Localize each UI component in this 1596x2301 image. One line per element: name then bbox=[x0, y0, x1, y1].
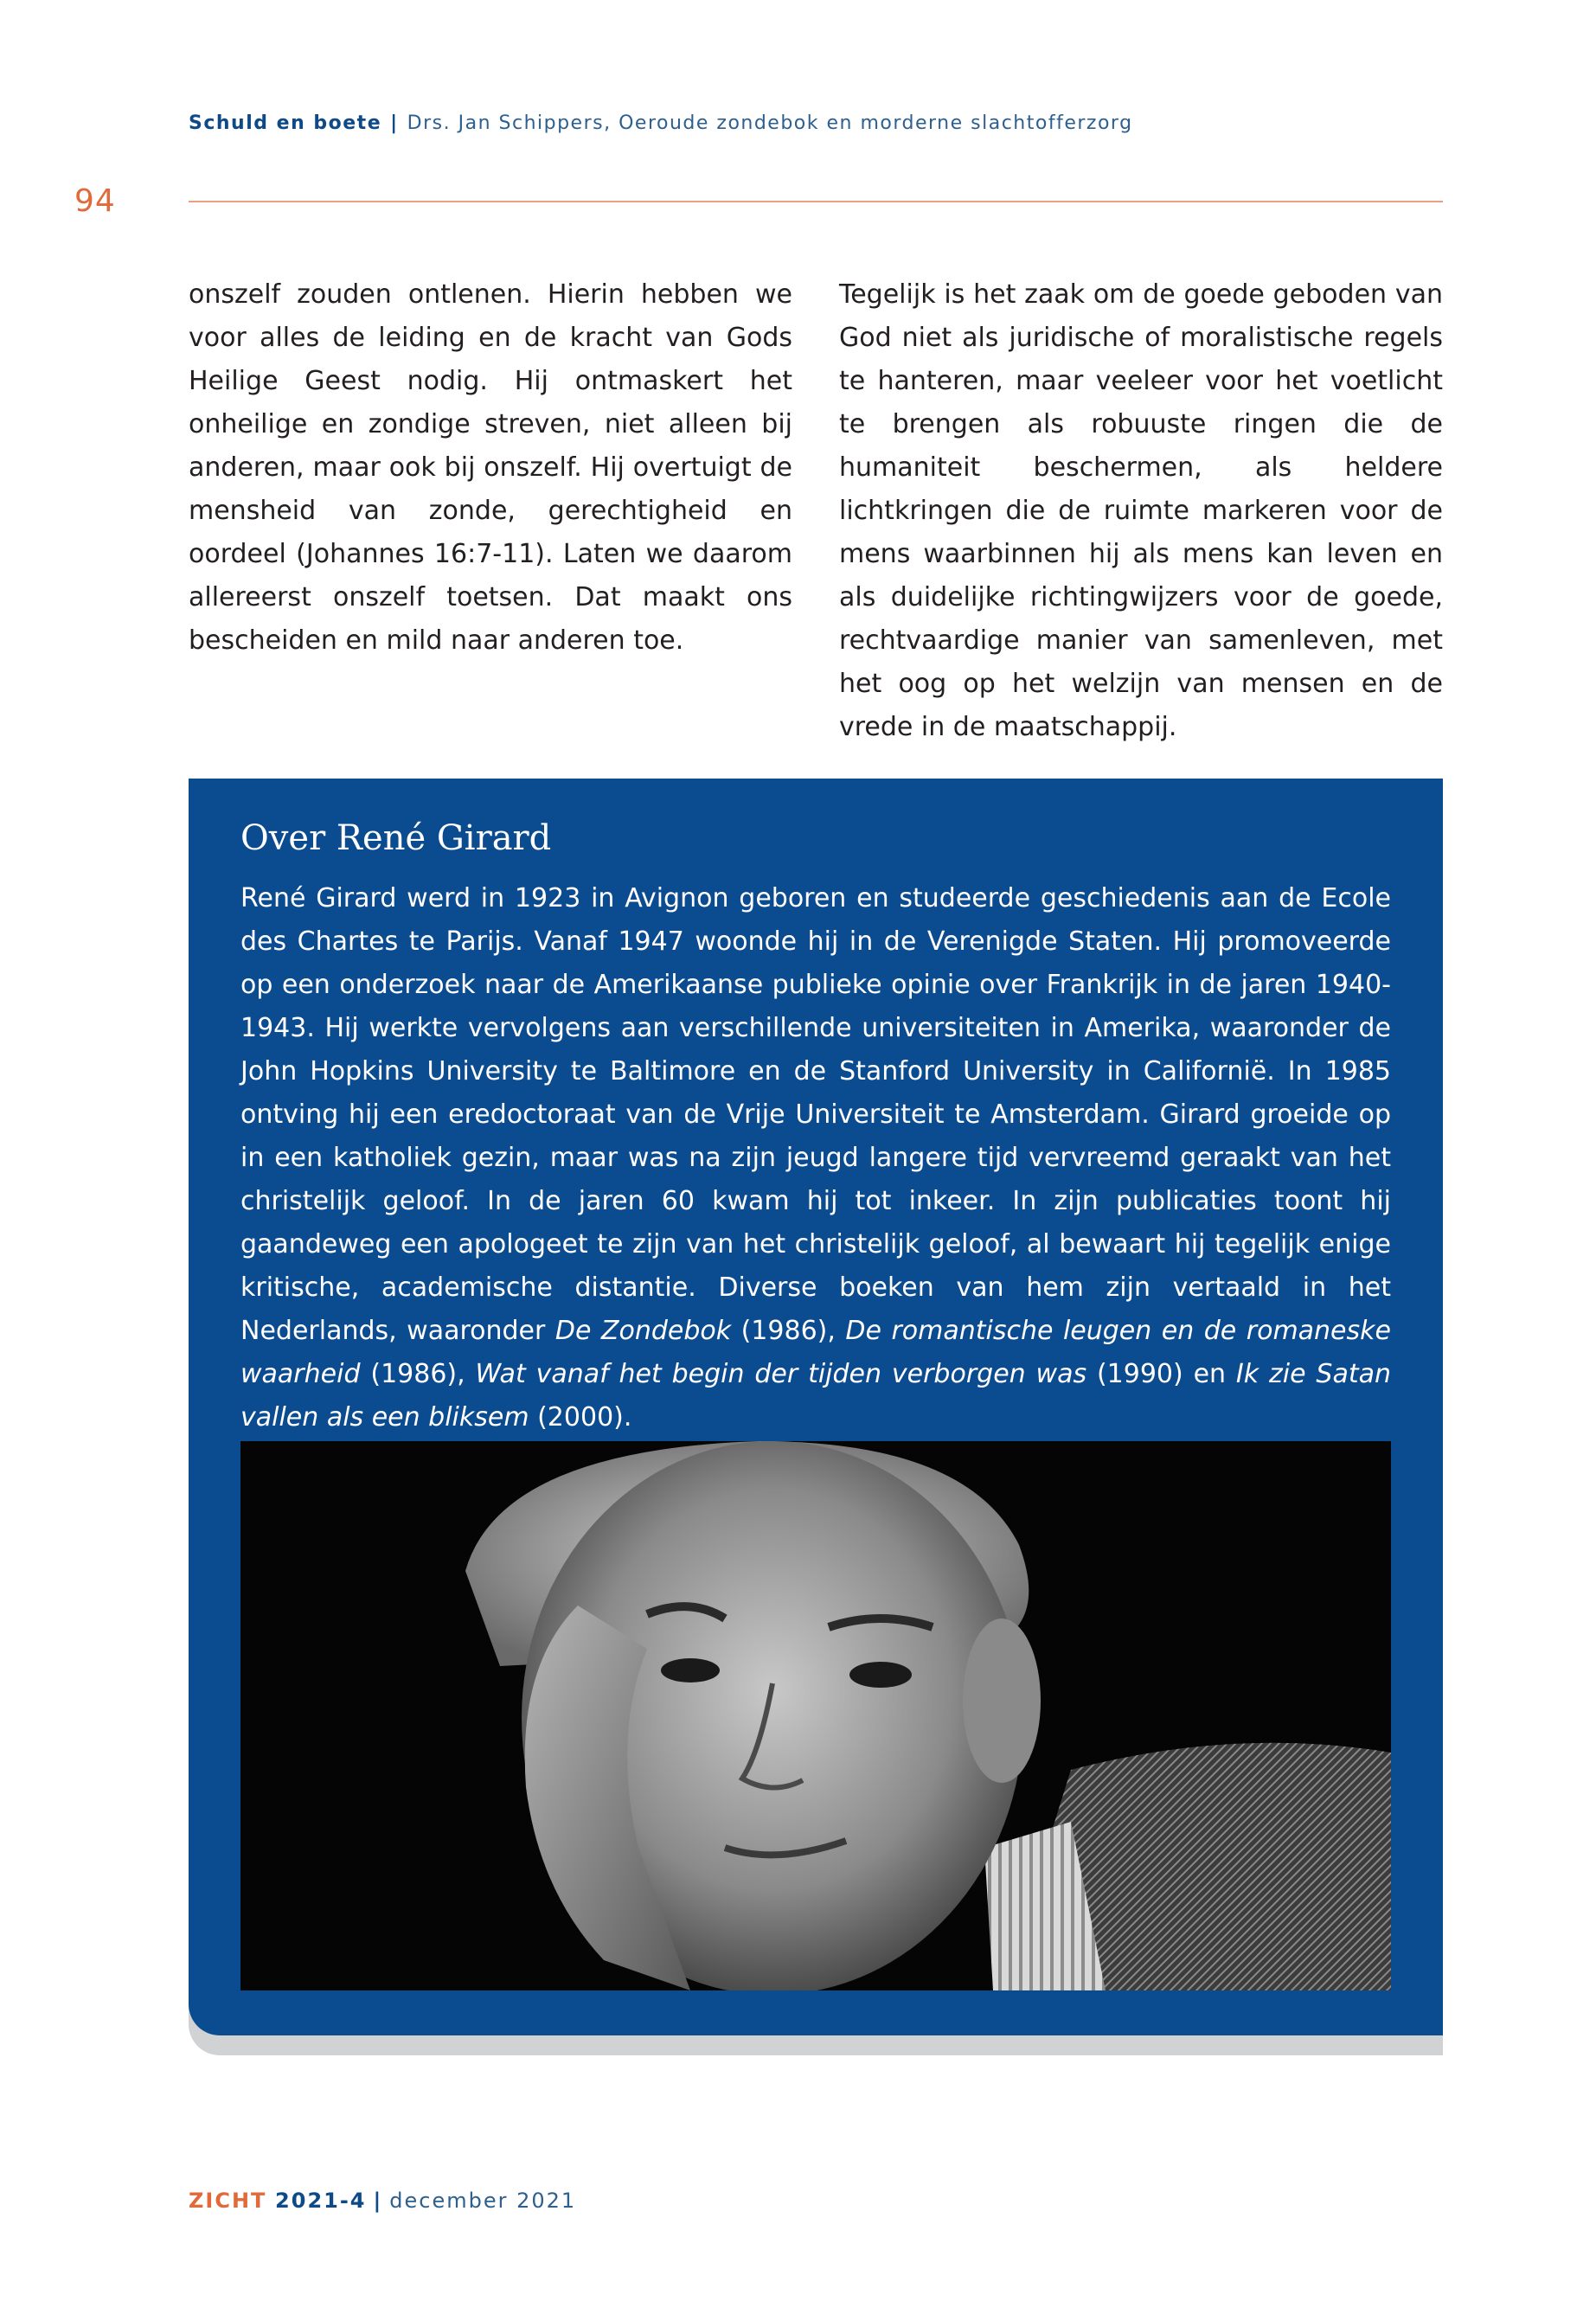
book-year: (2000). bbox=[529, 1402, 632, 1433]
body-column-left: onszelf zouden ontlenen. Hierin hebben we voor alles de leiding en de kracht van Gods Heilige Geest nodig. Hij ontmaskert het onheilige en zondige streven, niet alleen bij anderen, maar ook bij onszelf. Hij overtuigt de mensheid van zonde, gerechtigheid en oordeel (Johannes 16:7-11). Laten we daarom allereerst onszelf toetsen. Dat maakt ons bescheiden en mild naar anderen toe. bbox=[189, 279, 792, 656]
section-title: Schuld en boete bbox=[189, 112, 382, 134]
header-separator: | bbox=[390, 112, 399, 134]
infobox-text bbox=[240, 877, 1391, 1439]
book-title: De romantische leugen en de romaneske waarheid bbox=[240, 1316, 1391, 1389]
footer bbox=[189, 2189, 576, 2213]
infobox-title: Over René Girard bbox=[240, 818, 552, 858]
book-title: Ik zie Satan vallen als een bliksem bbox=[240, 1359, 1391, 1433]
magazine-brand: ZICHT bbox=[189, 2189, 267, 2213]
header-rule bbox=[189, 201, 1443, 202]
book-title: Wat vanaf het begin der tijden verborgen was bbox=[475, 1359, 1087, 1389]
footer-separator: | bbox=[373, 2189, 383, 2213]
issue-date: december 2021 bbox=[389, 2189, 577, 2213]
article-title: Drs. Jan Schippers, Oeroude zondebok en morderne slachtofferzorg bbox=[407, 112, 1133, 134]
body-column-right: Tegelijk is het zaak om de goede geboden van God niet als juridische of moralistische regels te hanteren, maar veeleer voor het voetlicht te brengen als robuuste ringen die de humaniteit beschermen, als heldere lichtkringen die de ruimte markeren voor de mens waarbinnen hij als mens kan leven en als duidelijke richtingwijzers voor de goede, rechtvaardige manier van samenleven, met het oog op het welzijn van mensen en de vrede in de maatschappij. bbox=[839, 279, 1443, 742]
book-year: (1986), bbox=[360, 1359, 476, 1389]
magazine-issue: 2021-4 bbox=[275, 2189, 367, 2213]
book-year: (1986), bbox=[731, 1316, 846, 1346]
book-year: (1990) en bbox=[1086, 1359, 1236, 1389]
infobox bbox=[189, 779, 1443, 2035]
infobox-text-main: René Girard werd in 1923 in Avignon geboren en studeerde geschiedenis aan de Ecole des Chartes te Parijs. Vanaf 1947 woonde hij in de Verenigde Staten. Hij promoveerde op een onderzoek naar de Amerikaanse publieke opinie over Frankrijk in de jaren 1940-1943. Hij werkte vervolgens aan verschillende universiteiten in Amerika, waaronder de John Hopkins University te Baltimore en de Stanford University in Californië. In 1985 ontving hij een eredoctoraat van de Vrije Universiteit te Amsterdam. Girard groeide op in een katholiek gezin, maar was na zijn jeugd langere tijd vervreemd geraakt van het christelijk geloof. In de jaren 60 kwam hij tot inkeer. In zijn publicaties toont hij gaandeweg een apologeet te zijn van het christelijk geloof, al bewaart hij tegelijk enige kritische, academische distantie. Diverse boeken van hem zijn vertaald in het Nederlands, waaronder bbox=[240, 883, 1391, 1346]
portrait-illustration bbox=[240, 1441, 1391, 1990]
book-title: De Zondebok bbox=[554, 1316, 732, 1346]
running-head bbox=[189, 112, 1133, 134]
portrait-photo bbox=[240, 1441, 1391, 1990]
page-number: 94 bbox=[74, 183, 116, 219]
